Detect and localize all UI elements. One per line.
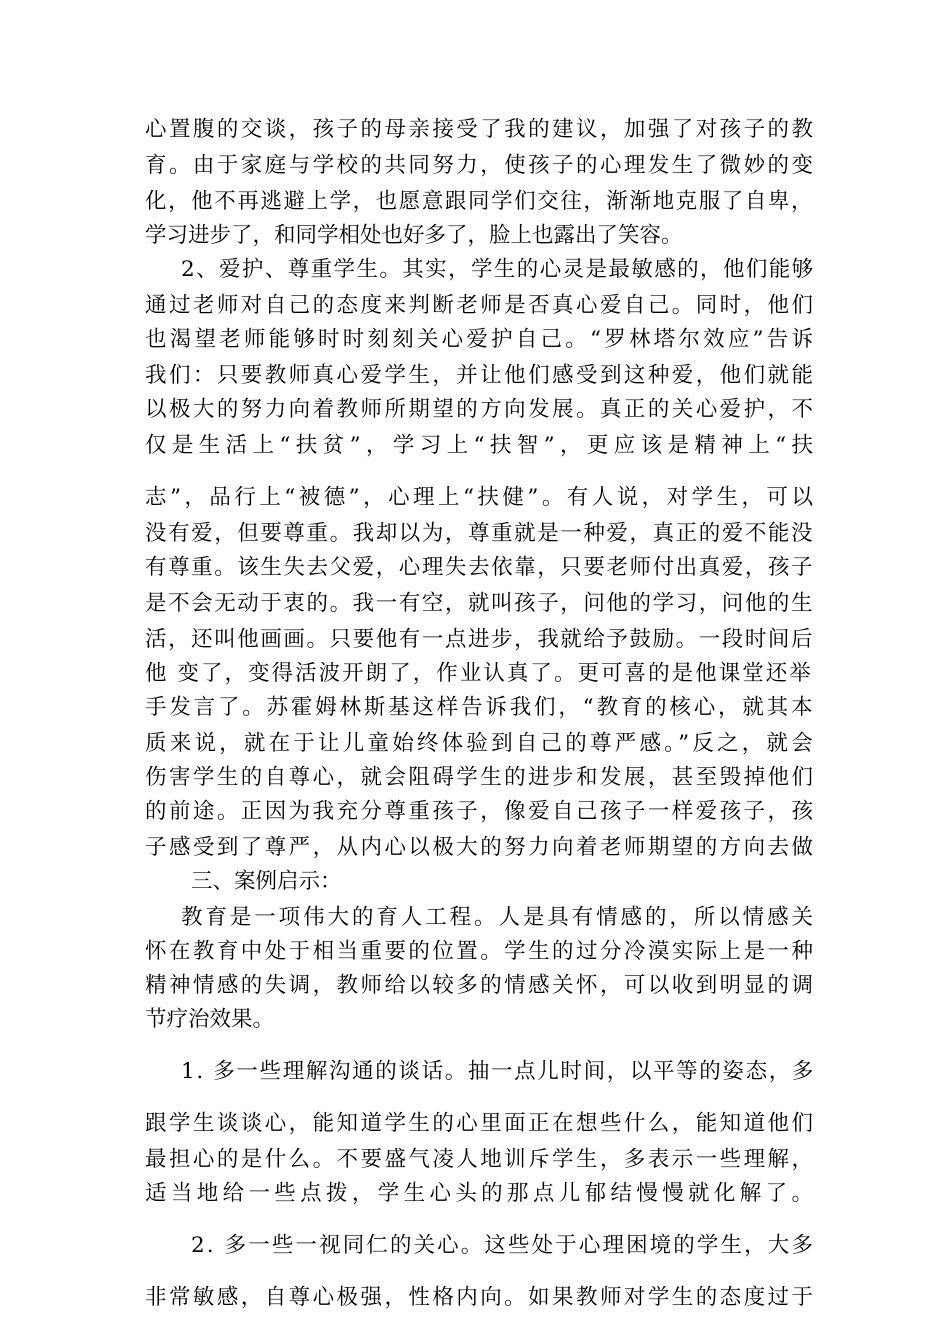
text-line: 志”，品行上“被德”，心理上“扶健”。有人说，对学生，可以 [145, 485, 817, 510]
text-line: 最担心的是什么。不要盛气凌人地训斥学生，多表示一些理解， [145, 1147, 816, 1172]
text-line: 活，还叫他画画。只要他有一点进步，我就给予鼓励。一段时间后 [145, 627, 815, 652]
text-line: 手发言了。苏霍姆林斯基这样告诉我们，“教育的核心，就其本 [145, 695, 816, 720]
text-line: 是不会无动于衷的。我一有空，就叫孩子，问他的学习，问他的生 [145, 591, 815, 616]
text-line: 他 变了，变得活波开朗了，作业认真了。更可喜的是他课堂还举 [145, 661, 813, 686]
text-line: 怀在教育中处于相当重要的位置。学生的过分冷漠实际上是一种 [145, 939, 816, 964]
text-line: 1. 多一些理解沟通的谈话。抽一点儿时间，以平等的姿态，多 [181, 1059, 815, 1084]
text-line: 心置腹的交谈，孩子的母亲接受了我的建议，加强了对孩子的教 [145, 117, 816, 142]
text-line: 学习进步了，和同学相处也好多了，脸上也露出了笑容。 [145, 223, 683, 248]
text-line: 教育是一项伟大的育人工程。人是具有情感的，所以情感关 [181, 905, 816, 930]
text-line: 三、案例启示： [191, 869, 342, 894]
text-line: 精神情感的失调，教师给以较多的情感关怀，可以收到明显的调 [145, 973, 816, 998]
text-line: 子感受到了尊严，从内心以极大的努力向着老师期望的方向去做 [145, 835, 816, 860]
text-line: 质来说，就在于让儿童始终体验到自己的尊严感。”反之，就会 [145, 731, 816, 756]
text-line: 通过老师对自己的态度来判断老师是否真心爱自己。同时，他们 [145, 293, 816, 318]
text-line: 适当地给一些点拨，学生心头的那点儿郁结慢慢就化解了。 [145, 1181, 818, 1206]
text-line: 也渴望老师能够时时刻刻关心爱护自己。“罗林塔尔效应”告诉 [145, 327, 817, 352]
text-line: 跟学生谈谈心，能知道学生的心里面正在想些什么，能知道他们 [145, 1111, 816, 1136]
text-line: 我们：只要教师真心爱学生，并让他们感受到这种爱，他们就能 [145, 363, 816, 388]
text-line: 仅是生活上“扶贫”，学习上“扶智”，更应该是精神上“扶 [145, 433, 819, 458]
text-line: 育。由于家庭与学校的共同努力，使孩子的心理发生了微妙的变 [145, 153, 816, 178]
text-line: 2. 多一些一视同仁的关心。这些处于心理困境的学生，大多 [191, 1233, 815, 1258]
text-line: 节疗治效果。 [145, 1007, 275, 1032]
text-line: 化，他不再逃避上学，也愿意跟同学们交往，渐渐地克服了自卑， [145, 189, 815, 214]
text-line: 的前途。正因为我充分尊重孩子，像爱自己孩子一样爱孩子，孩 [145, 799, 816, 824]
text-line: 以极大的努力向着教师所期望的方向发展。真正的关心爱护，不 [145, 397, 816, 422]
text-line: 有尊重。该生失去父爱，心理失去依靠，只要老师付出真爱，孩子 [145, 555, 815, 580]
text-line: 伤害学生的自尊心，就会阻碍学生的进步和发展，甚至毁掉他们 [145, 765, 816, 790]
text-line: 没有爱，但要尊重。我却以为，尊重就是一种爱，真正的爱不能没 [145, 521, 815, 546]
text-line: 非常敏感，自尊心极强，性格内向。如果教师对学生的态度过于 [145, 1285, 816, 1310]
text-line: 2、爱护、尊重学生。其实，学生的心灵是最敏感的，他们能够 [181, 257, 815, 282]
